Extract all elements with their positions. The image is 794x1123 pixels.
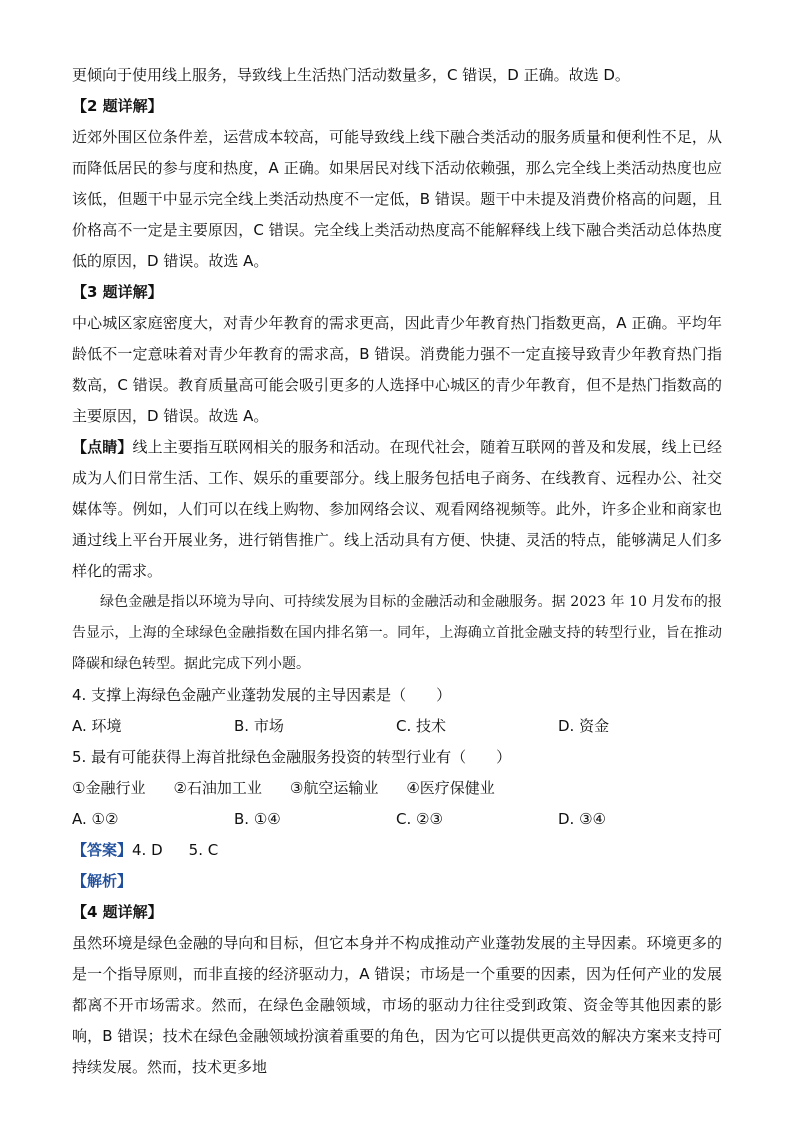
q5-items <box>72 773 722 804</box>
q5-option-a: A. ①② <box>72 810 119 828</box>
answer-q5: 5. C <box>188 841 219 859</box>
q5-options <box>72 804 722 835</box>
q5-item-2: ②石油加工业 <box>173 779 262 797</box>
q4-header: 【4 题详解】 <box>72 903 163 921</box>
q4-option-b: B. 市场 <box>234 717 284 735</box>
q5-stem: 5. 最有可能获得上海首批绿色金融服务投资的转型行业有（ ） <box>72 748 512 766</box>
q4-option-d: D. 资金 <box>558 717 610 735</box>
q5-option-d: D. ③④ <box>558 810 606 828</box>
answer-q4: 4. D <box>132 841 163 859</box>
q4-explanation: 虽然环境是绿色金融的导向和目标，但它本身并不构成推动产业蓬勃发展的主导因素。环境更多的是一个指导原则，而非直接的经济驱动力，A 错误；市场是一个重要的因素，因为任何产业的发展都离不开市场需求。然而，在绿色金融领域，市场的驱动力往往受到政策、资金等其他因素的影响，B 错误；技术在绿色金融领域扮演着重要的角色，因为它可以提供更高效的解决方案来支持可持续发展。然而，技术更多地 <box>72 934 722 1076</box>
dianjing-paragraph <box>72 432 722 587</box>
q3-explanation: 中心城区家庭密度大，对青少年教育的需求更高，因此青少年教育热门指数更高，A 正确。平均年龄低不一定意味着对青少年教育的需求高，B 错误。消费能力强不一定直接导致青少年教育热门指数高，C 错误。教育质量高可能会吸引更多的人选择中心城区的青少年教育，但不是热门指数高的主要原因，D 错误。故选 A。 <box>72 314 722 425</box>
q4-options <box>72 711 722 742</box>
q5-item-3: ③航空运输业 <box>289 779 379 797</box>
q4-option-a: A. 环境 <box>72 717 122 735</box>
dianjing-label: 【点睛】 <box>72 438 133 456</box>
q5-option-b: B. ①④ <box>234 810 281 828</box>
q5-item-1: ①金融行业 <box>72 779 146 797</box>
q4-stem: 4. 支撑上海绿色金融产业蓬勃发展的主导因素是（ ） <box>72 686 452 704</box>
analysis-label: 【解析】 <box>72 872 133 890</box>
q2-explanation: 近郊外围区位条件差，运营成本较高，可能导致线上线下融合类活动的服务质量和便利性不足，从而降低居民的参与度和热度，A 正确。如果居民对线下活动依赖强，那么完全线上类活动热度也应该低，但题干中显示完全线上类活动热度不一定低，B 错误。题干中未提及消费价格高的问题，且价格高不一定是主要原因，C 错误。完全线上类活动热度高不能解释线上线下融合类活动总体热度低的原因，D 错误。故选 A。 <box>72 128 722 270</box>
q1-explanation-tail: 更倾向于使用线上服务，导致线上生活热门活动数量多，C 错误，D 正确。故选 D。 <box>72 66 630 84</box>
q5-item-4: ④医疗保健业 <box>406 779 495 797</box>
reading-material: 绿色金融是指以环境为导向、可持续发展为目标的金融活动和金融服务。据 2023 年 10 月发布的报告显示，上海的全球绿色金融指数在国内排名第一。同年，上海确立首批金融支持的转型行业，旨在推动降碳和绿色转型。据此完成下列小题。 <box>72 594 722 672</box>
answer-label: 【答案】 <box>72 841 133 859</box>
q5-option-c: C. ②③ <box>396 810 443 828</box>
document-page <box>72 60 722 1083</box>
q3-header: 【3 题详解】 <box>72 283 163 301</box>
q4-option-c: C. 技术 <box>396 717 447 735</box>
answer-line <box>72 835 722 866</box>
q2-header: 【2 题详解】 <box>72 97 163 115</box>
dianjing-body: 线上主要指互联网相关的服务和活动。在现代社会，随着互联网的普及和发展，线上已经成为人们日常生活、工作、娱乐的重要部分。线上服务包括电子商务、在线教育、远程办公、社交媒体等。例如，人们可以在线上购物、参加网络会议、观看网络视频等。此外，许多企业和商家也通过线上平台开展业务，进行销售推广。线上活动具有方便、快捷、灵活的特点，能够满足人们多样化的需求。 <box>72 438 722 580</box>
